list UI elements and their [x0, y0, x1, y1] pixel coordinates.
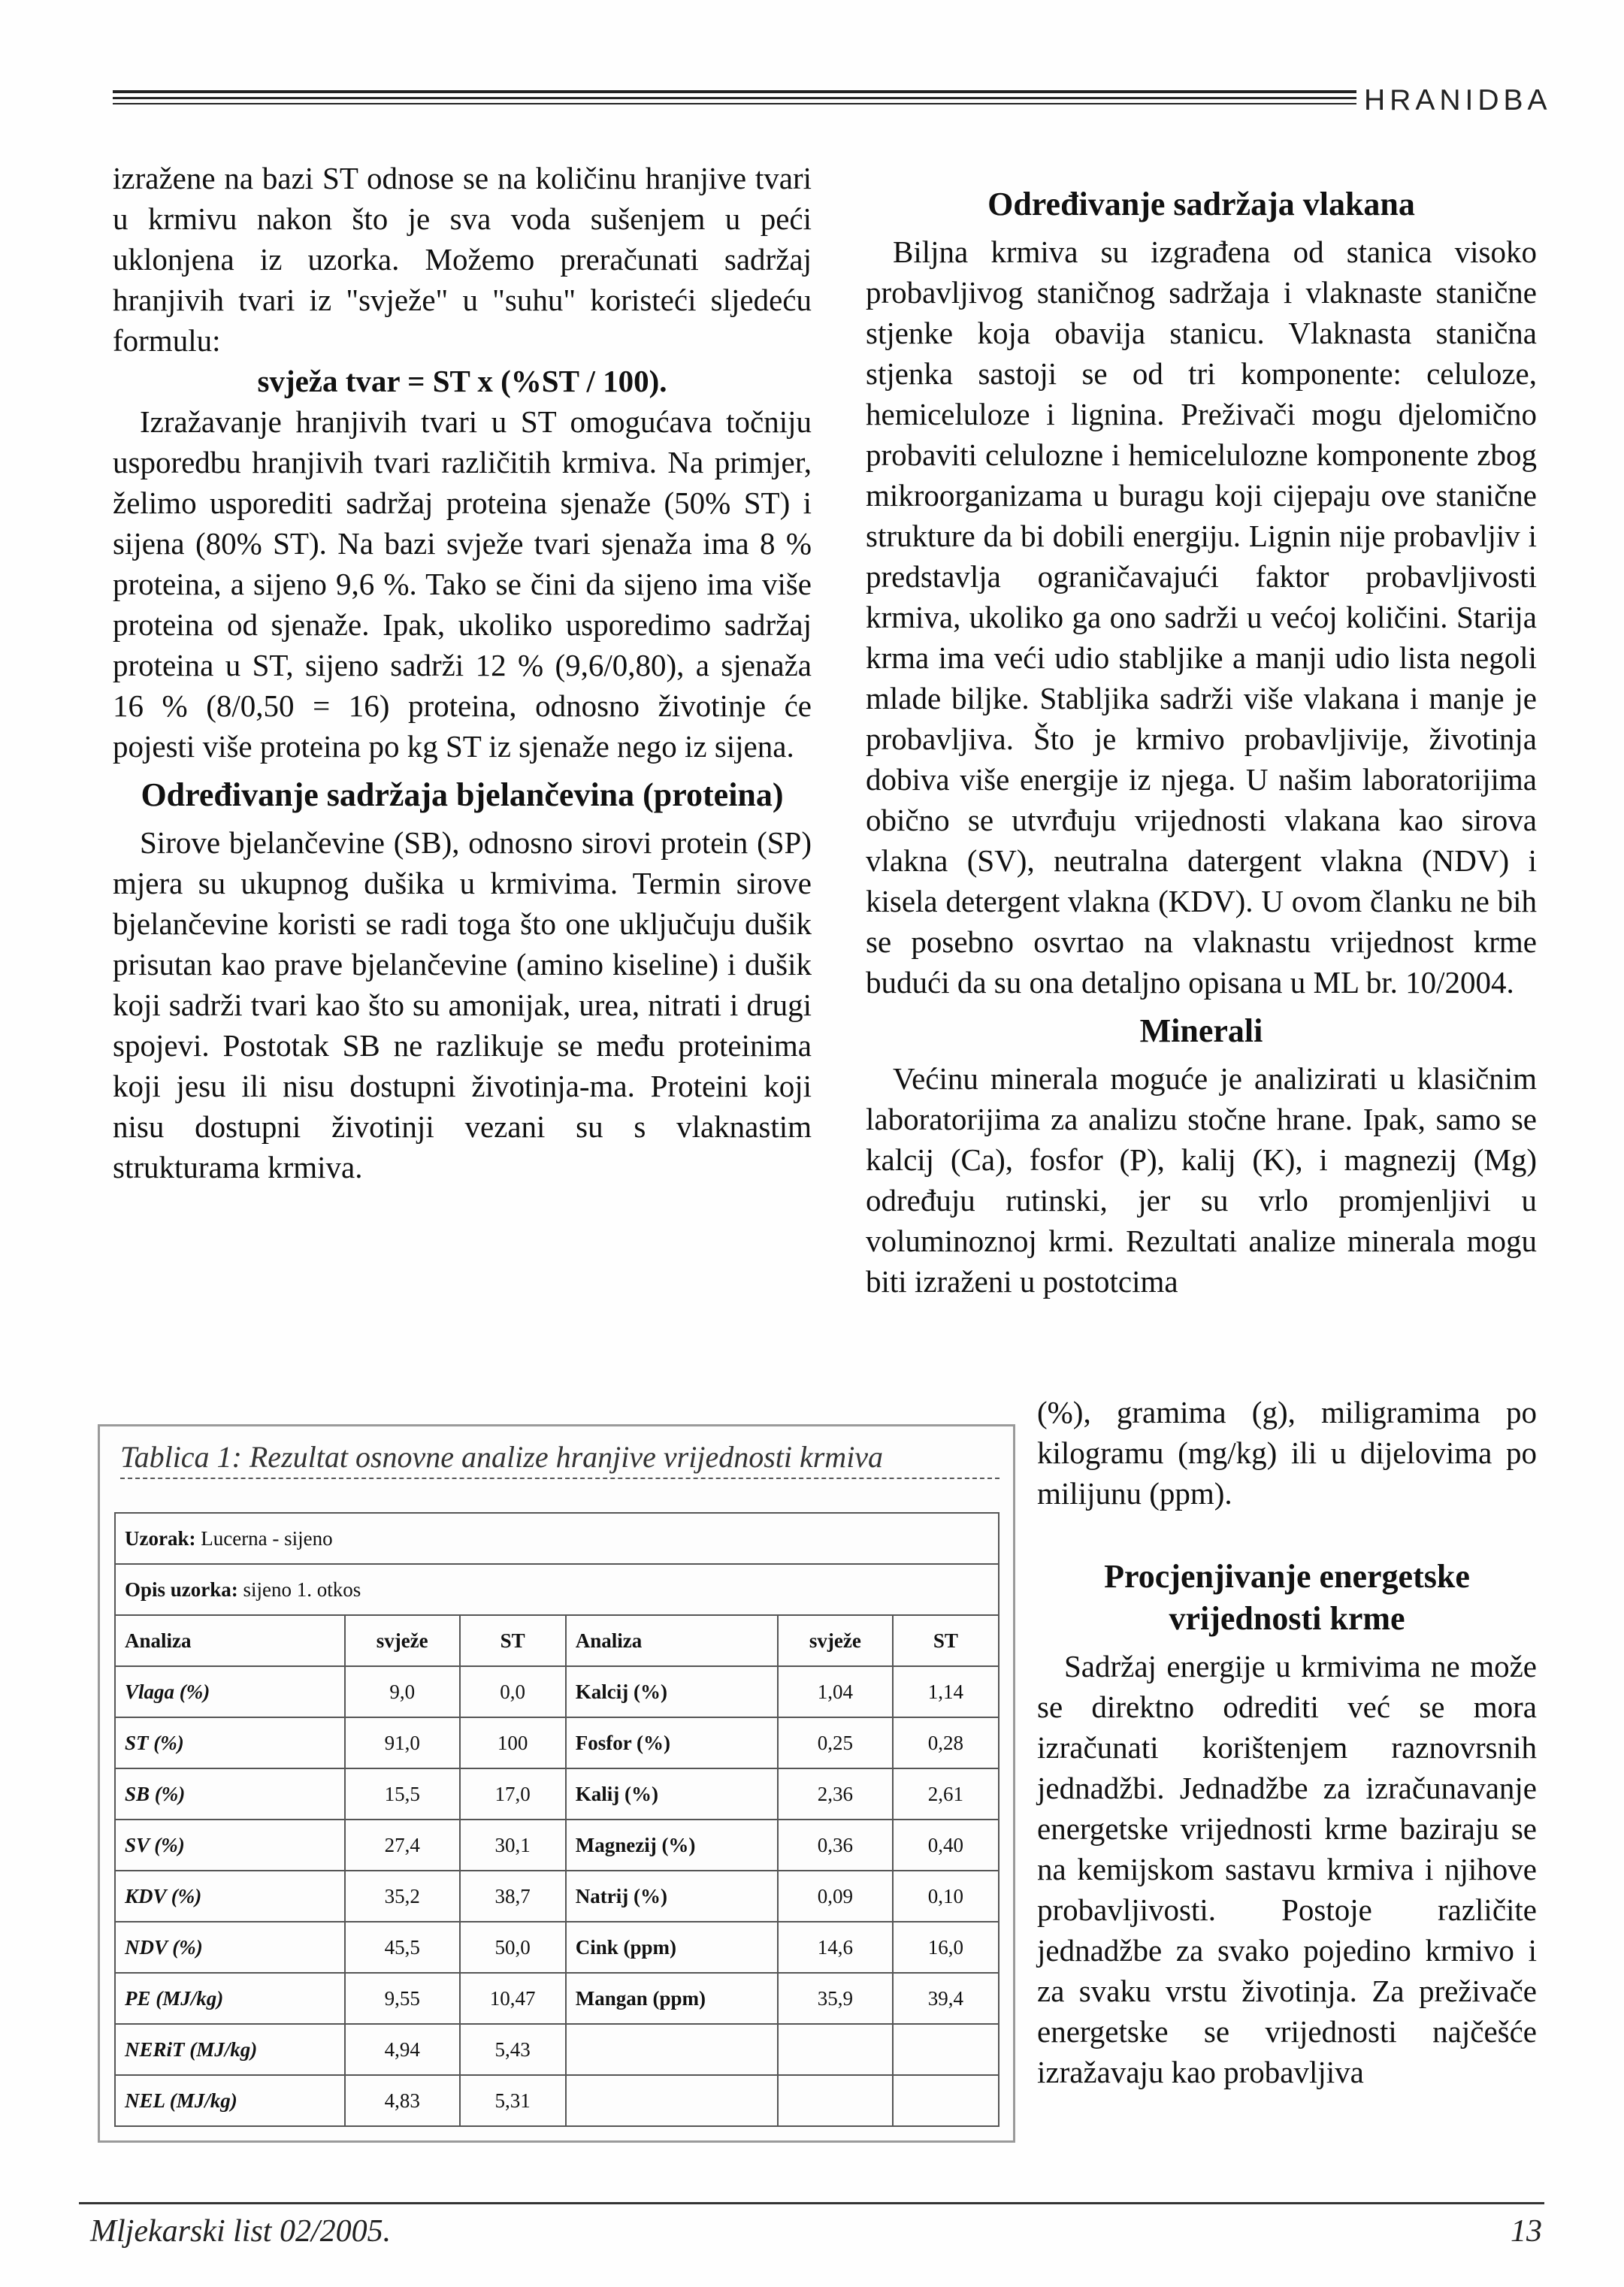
heading-fiber: Određivanje sadržaja vlakana — [987, 186, 1415, 222]
cell-value — [893, 2024, 999, 2075]
cell-value: 45,5 — [345, 1922, 460, 1973]
row-label — [566, 2075, 778, 2126]
header-cell: Analiza — [115, 1615, 345, 1666]
cell-value: 39,4 — [893, 1973, 999, 2024]
cell-value: 1,04 — [778, 1666, 893, 1717]
table-row — [115, 2075, 999, 2126]
cell-value — [778, 2024, 893, 2075]
cell-value: 16,0 — [893, 1922, 999, 1973]
section-label: HRANIDBA — [1364, 84, 1552, 116]
cell-value: 50,0 — [460, 1922, 566, 1973]
minerals-continued — [1037, 1392, 1537, 1514]
table-row — [115, 1871, 999, 1922]
paragraph-fiber: Biljna krmiva su izgrađena od stanica visoko probavljivog staničnog sadržaja i vlaknaste stanične stjenke koja obavija stanicu. Vlaknasta stanična stjenka sastoji se od tri komponente: celuloze, hemiceluloze i lignina. Preživači mogu djelomično probaviti celulozne i hemicelulozne komponente zbog mikroorganizama u buragu koji cijepaju ove stanične strukture da bi dobili energiju. Lignin nije probavljiv i predstavlja ograničavajući faktor probavljivosti krmiva, ukoliko ga ono sadrži u većoj količini. Starija krma ima veći udio stabljike a manji udio lista negoli mlade biljke. Stabljika sadrži više vlakana i manje je probavljiva. Što je krmivo probavljivije, životinja dobiva više energije iz njega. U našim laboratorijima obično se utvrđuju vrijednosti vlakana kao sirova vlakna (SV), neutralna datergent vlakna (NDV) i kisela detergent vlakna (KDV). U ovom članku ne bih se posebno osvrtao na vlaknastu vrijednost krme budući da su ona detaljno opisana u ML br. 10/2004. — [866, 234, 1537, 1000]
cell-value: 2,36 — [778, 1768, 893, 1820]
table-caption: Tablica 1: Rezultat osnovne analize hranjive vrijednosti krmiva — [120, 1439, 1000, 1479]
header-rule — [113, 90, 1356, 108]
cell-value: 0,0 — [460, 1666, 566, 1717]
table-row — [115, 1717, 999, 1768]
cell-value: 100 — [460, 1717, 566, 1768]
cell-value: 14,6 — [778, 1922, 893, 1973]
cell-value: 15,5 — [345, 1768, 460, 1820]
row-label: ST (%) — [115, 1717, 345, 1768]
cell-value: 9,55 — [345, 1973, 460, 2024]
cell-value: 2,61 — [893, 1768, 999, 1820]
cell-value: 35,2 — [345, 1871, 460, 1922]
row-label: Kalcij (%) — [566, 1666, 778, 1717]
cell-value: 9,0 — [345, 1666, 460, 1717]
description-label: Opis uzorka: — [125, 1578, 238, 1601]
description-value: sijeno 1. otkos — [243, 1578, 361, 1601]
heading-minerals: Minerali — [1139, 1012, 1263, 1049]
cell-value: 17,0 — [460, 1768, 566, 1820]
cell-value: 10,47 — [460, 1973, 566, 2024]
table-row — [115, 1666, 999, 1717]
heading-protein: Određivanje sadržaja bjelančevina (proteina) — [141, 776, 784, 813]
paragraph-dry-matter: izražene na bazi ST odnose se na količinu hranjive tvari u krmivu nakon što je sva voda sušenjem u peći uklonjena iz uzorka. Možemo preračunati sadržaj hranjivih tvari iz "svježe" u "suhu" koristeći sljedeću formulu: — [113, 161, 812, 358]
row-label: SB (%) — [115, 1768, 345, 1820]
cell-value — [778, 2075, 893, 2126]
row-label: Mangan (ppm) — [566, 1973, 778, 2024]
page-number: 13 — [1511, 2214, 1542, 2249]
sample-row — [115, 1513, 999, 1564]
table-header-row — [115, 1615, 999, 1666]
footer-rule — [79, 2202, 1544, 2204]
header-cell: ST — [460, 1615, 566, 1666]
row-label: Fosfor (%) — [566, 1717, 778, 1768]
row-label: Magnezij (%) — [566, 1820, 778, 1871]
row-label: SV (%) — [115, 1820, 345, 1871]
formula: svježa tvar = ST x (%ST / 100). — [257, 364, 667, 398]
cell-value: 1,14 — [893, 1666, 999, 1717]
row-label: Vlaga (%) — [115, 1666, 345, 1717]
header-cell: svježe — [345, 1615, 460, 1666]
sample-description-row — [115, 1564, 999, 1615]
row-label: NDV (%) — [115, 1922, 345, 1973]
cell-value: 38,7 — [460, 1871, 566, 1922]
paragraph-energy: Sadržaj energije u krmivima ne može se direktno odrediti već se mora izračunati korištenjem raznovrsnih jednadžbi. Jednadžbe za izračunavanje energetske vrijednosti krme baziraju se na kemijskom sastavu krmiva i njihove probavljivosti. Postoje različite jednadžbe za svako pojedino krmivo i za svaku vrstu životinja. Za preživače energetske se vrijednosti najčešće izražavaju kao probavljiva — [1037, 1649, 1537, 2089]
row-label: PE (MJ/kg) — [115, 1973, 345, 2024]
header-cell: ST — [893, 1615, 999, 1666]
cell-value: 4,83 — [345, 2075, 460, 2126]
sample-label: Uzorak: — [125, 1526, 196, 1550]
row-label: Kalij (%) — [566, 1768, 778, 1820]
cell-value: 0,10 — [893, 1871, 999, 1922]
cell-value: 30,1 — [460, 1820, 566, 1871]
table-row — [115, 1973, 999, 2024]
sample-value: Lucerna - sijeno — [201, 1526, 333, 1550]
header-cell: Analiza — [566, 1615, 778, 1666]
table-row — [115, 1820, 999, 1871]
paragraph-minerals: Većinu minerala moguće je analizirati u klasičnim laboratorijima za analizu stočne hrane. Ipak, samo se kalcij (Ca), fosfor (P), kalij (K), i magnezij (Mg) određuju rutinski, jer su vrlo promjenljivi u voluminoznoj krmi. Rezultati analize minerala mogu biti izraženi u postotcima — [866, 1061, 1537, 1299]
cell-value: 0,25 — [778, 1717, 893, 1768]
row-label: NEL (MJ/kg) — [115, 2075, 345, 2126]
cell-value: 0,36 — [778, 1820, 893, 1871]
paragraph-comparison: Izražavanje hranjivih tvari u ST omogućava točniju usporedbu hranjivih tvari različitih krmiva. Na primjer, želimo usporediti sadržaj proteina sjenaže (50% ST) i sijena (80% ST). Na bazi svježe tvari sjenaža ima 8 % proteina, a sijeno 9,6 %. Tako se čini da sijeno ima više proteina od sjenaže. Ipak, ukoliko usporedimo sadržaj proteina u ST, sijeno sadrži 12 % (9,6/0,80), a sjenaža 16 % (8/0,50 = 16) proteina, odnosno životinje će pojesti više proteina po kg ST iz sjenaže nego iz sijena. — [113, 404, 812, 764]
row-label: NERiT (MJ/kg) — [115, 2024, 345, 2075]
table-row — [115, 1922, 999, 1973]
cell-value: 0,40 — [893, 1820, 999, 1871]
journal-title: Mljekarski list 02/2005. — [90, 2214, 392, 2249]
cell-value: 0,09 — [778, 1871, 893, 1922]
cell-value: 35,9 — [778, 1973, 893, 2024]
cell-value: 5,43 — [460, 2024, 566, 2075]
cell-value — [893, 2075, 999, 2126]
table-row — [115, 1768, 999, 1820]
row-label: Cink (ppm) — [566, 1922, 778, 1973]
left-column — [113, 158, 812, 1187]
right-column — [866, 183, 1537, 1302]
row-label — [566, 2024, 778, 2075]
cell-value: 27,4 — [345, 1820, 460, 1871]
cell-value: 4,94 — [345, 2024, 460, 2075]
row-label: Natrij (%) — [566, 1871, 778, 1922]
heading-energy: Procjenjivanje energetske vrijednosti krme — [1104, 1558, 1470, 1637]
paragraph-protein: Sirove bjelančevine (SB), odnosno sirovi protein (SP) mjera su ukupnog dušika u krmivima. Termin sirove bjelančevine koristi se radi toga što one uključuju dušik prisutan kao prave bjelančevine (amino kiseline) i dušik koji sadrži tvari kao što su amonijak, urea, nitrati i drugi spojevi. Postotak SB ne razlikuje se među proteinima koji jesu ili nisu dostupni životinja-ma. Proteini koji nisu dostupni životinji vezani su s vlaknastim strukturama krmiva. — [113, 825, 812, 1184]
cell-value: 0,28 — [893, 1717, 999, 1768]
table-row — [115, 2024, 999, 2075]
cell-value: 5,31 — [460, 2075, 566, 2126]
header-cell: svježe — [778, 1615, 893, 1666]
row-label: KDV (%) — [115, 1871, 345, 1922]
cell-value: 91,0 — [345, 1717, 460, 1768]
energy-section — [1037, 1548, 1537, 2092]
paragraph-minerals-units: (%), gramima (g), miligramima po kilogramu (mg/kg) ili u dijelovima po milijunu (ppm). — [1037, 1395, 1537, 1511]
analysis-table — [114, 1512, 1000, 2127]
